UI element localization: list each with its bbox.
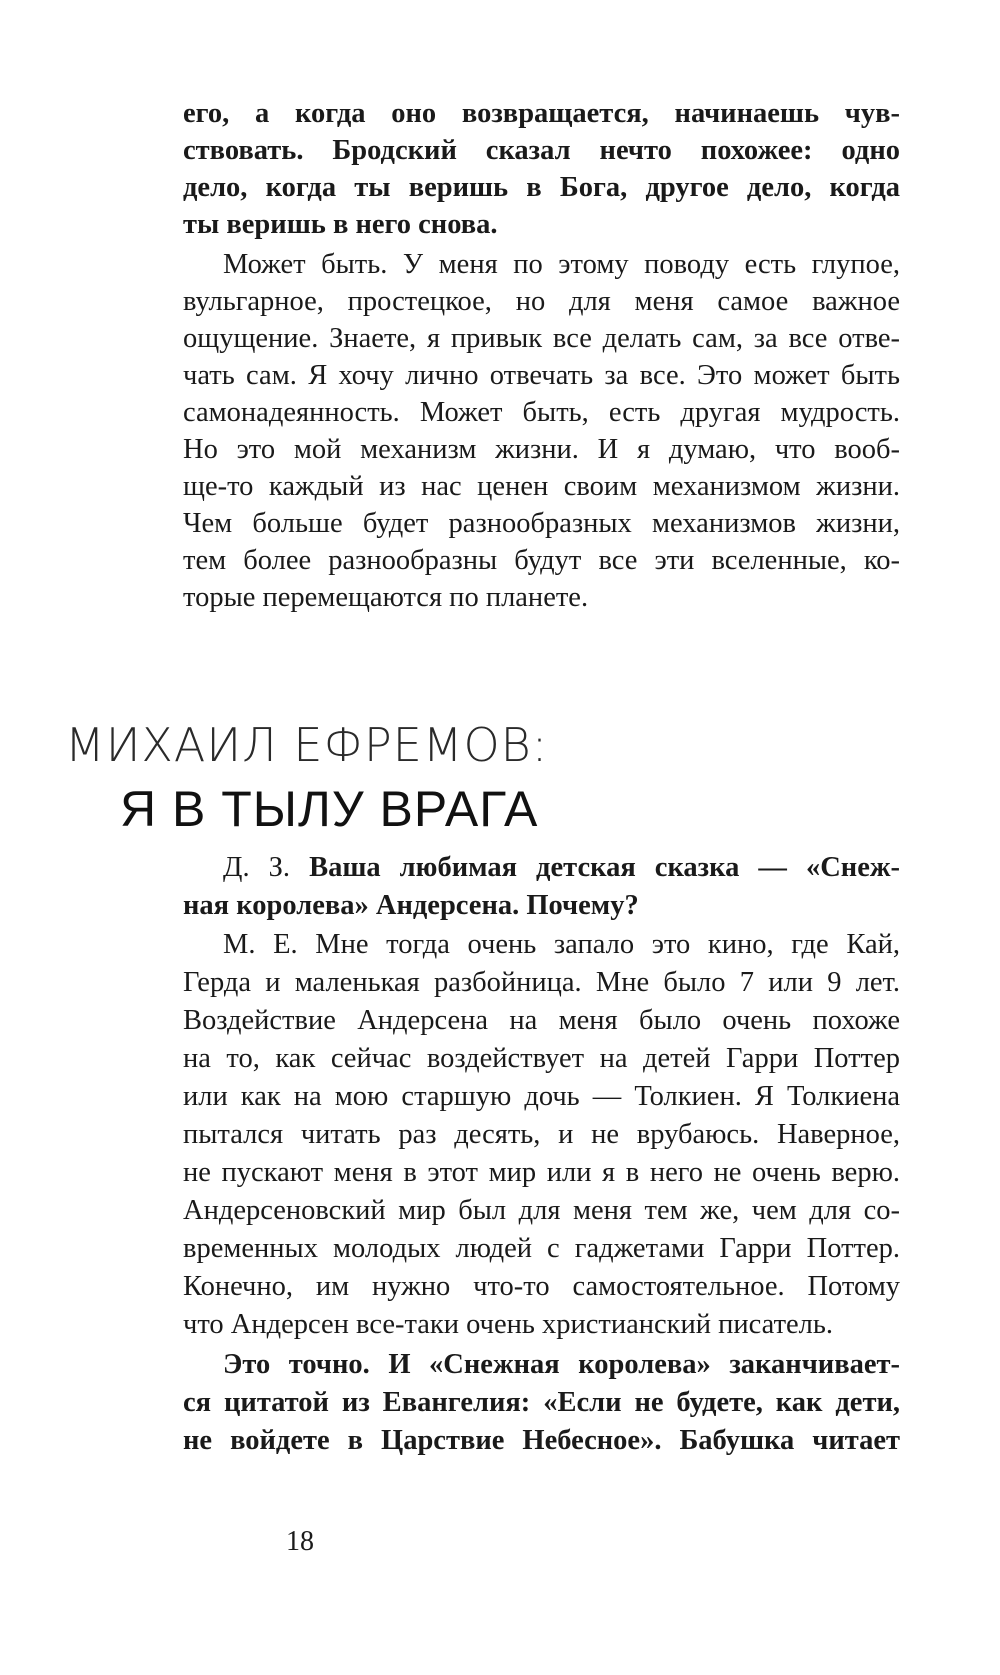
text-line: самонадеянность. Может быть, есть другая мудрость. <box>183 397 900 428</box>
text-line: тем более разнообразны будут все эти вселенные, ко- <box>183 545 900 576</box>
text-line: Чем больше будет разнообразных механизмов жизни, <box>183 508 900 539</box>
question-text: Ваша любимая детская сказка — «Снеж- <box>309 852 901 883</box>
text-line: вульгарное, простецкое, но для меня самое важное <box>183 286 900 317</box>
text-line: что Андерсен все-таки очень христианский писатель. <box>183 1309 834 1340</box>
text-line: на то, как сейчас воздействует на детей Гарри Поттер <box>183 1043 900 1074</box>
text-line: Конечно, им нужно что-то самостоятельное. Потому <box>183 1271 900 1302</box>
text-line: ты веришь в него снова. <box>183 209 498 240</box>
text-line: или как на мою старшую дочь — Толкиен. Я Толкиена <box>183 1081 900 1112</box>
text-line: торые перемещаются по планете. <box>183 582 589 613</box>
text-line <box>223 848 900 888</box>
text-line: чать сам. Я хочу лично отвечать за все. Это может быть <box>183 360 900 391</box>
text-line: не войдете в Царствие Небесное». Бабушка читает <box>183 1425 900 1456</box>
text-line: Андерсеновский мир был для меня тем же, чем для со- <box>183 1195 900 1226</box>
text-line: пытался читать раз десять, и не врубаюсь. Наверное, <box>183 1119 900 1150</box>
text-line: ще-то каждый из нас ценен своим механизмом жизни. <box>183 471 900 502</box>
chapter-author: МИХАИЛ ЕФРЕМОВ: <box>65 718 549 772</box>
text-line: Воздействие Андерсена на меня было очень похоже <box>183 1005 900 1036</box>
text-line: ствовать. Бродский сказал нечто похожее: одно <box>183 135 900 166</box>
text-line: дело, когда ты веришь в Бога, другое дело, когда <box>183 172 900 203</box>
text-line: Герда и маленькая разбойница. Мне было 7 или 9 лет. <box>183 967 900 998</box>
text-line: ощущение. Знаете, я привык все делать сам, за все отве- <box>183 323 900 354</box>
chapter-title: Я В ТЫЛУ ВРАГА <box>120 781 539 837</box>
text-line: не пускают меня в этот мир или я в него не очень верю. <box>183 1157 900 1188</box>
text-line: временных молодых людей с гаджетами Гарри Поттер. <box>183 1233 900 1264</box>
text-line: Это точно. И «Снежная королева» заканчивает- <box>223 1349 900 1380</box>
text-line: Может быть. У меня по этому поводу есть глупое, <box>223 249 900 280</box>
text-line: ся цитатой из Евангелия: «Если не будете, как дети, <box>183 1387 900 1418</box>
text-line: его, а когда оно возвращается, начинаешь чув- <box>183 98 900 129</box>
text-line: ная королева» Андерсена. Почему? <box>183 890 639 921</box>
text-line: М. Е. Мне тогда очень запало это кино, где Кай, <box>223 929 900 960</box>
text-line: Но это мой механизм жизни. И я думаю, что вооб- <box>183 434 900 465</box>
page-number: 18 <box>286 1526 314 1557</box>
speaker-label: Д. З. <box>223 852 291 883</box>
